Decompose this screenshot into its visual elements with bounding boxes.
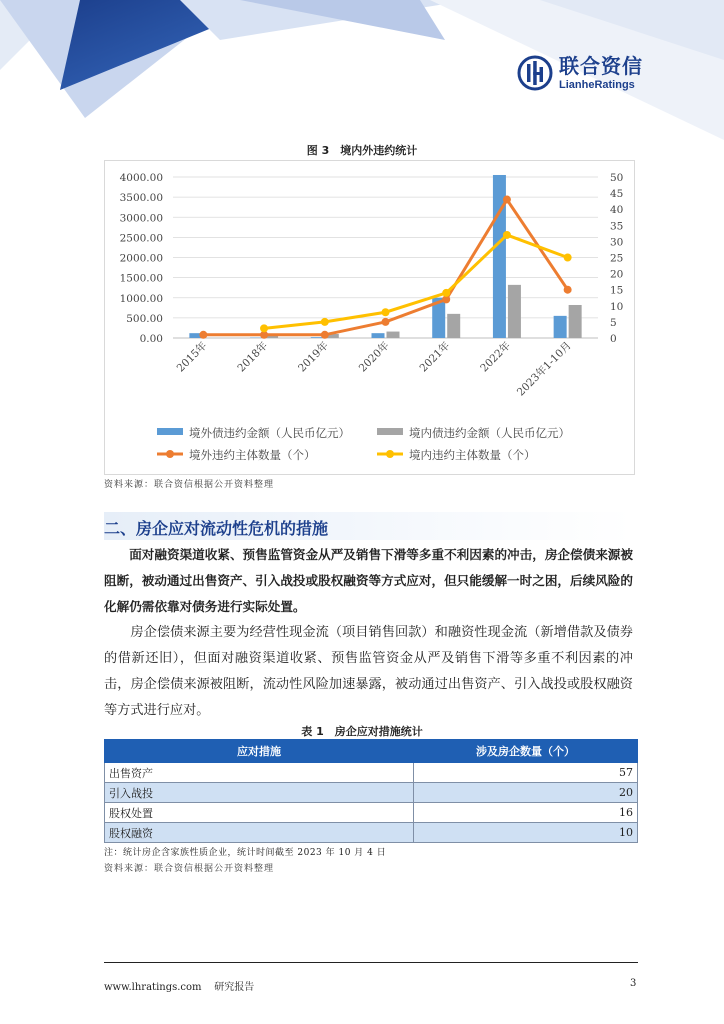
left-tick-label: 4000.00 (119, 172, 163, 184)
series-point (382, 308, 390, 316)
table-row (105, 783, 638, 803)
legend-label: 境外债违约金额（人民币亿元） (189, 426, 350, 440)
left-tick-label: 3500.00 (119, 192, 163, 205)
right-tick-label: 35 (610, 220, 624, 233)
default-chart (105, 161, 634, 474)
header-measure: 应对措施 (105, 740, 414, 763)
series-point (503, 196, 511, 204)
measure-cell: 股权处置 (105, 803, 414, 823)
series-point (321, 318, 329, 326)
footer-website: www.lhratings.com (104, 982, 202, 993)
measure-cell: 出售资产 (105, 763, 414, 783)
legend-label: 境内债违约金额（人民币亿元） (409, 426, 570, 440)
right-tick-label: 30 (610, 236, 624, 249)
x-tick-label: 2021年 (417, 339, 453, 375)
legend-swatch-point (166, 450, 174, 458)
series-line (264, 235, 568, 328)
series-point (503, 231, 511, 239)
header-count: 涉及房企数量（个） (414, 740, 638, 763)
logo-chinese-name: 联合资信 (559, 53, 643, 78)
left-tick-label: 2000.00 (119, 252, 163, 265)
right-tick-label: 0 (610, 333, 617, 345)
bar-mark (372, 333, 385, 338)
series-point (442, 289, 450, 297)
right-tick-label: 10 (610, 300, 624, 313)
series-point (321, 331, 329, 339)
right-tick-label: 45 (610, 188, 624, 201)
figure-source: 资料来源：联合资信根据公开资料整理 (104, 480, 275, 490)
left-tick-label: 500.00 (126, 312, 163, 325)
series-point (199, 331, 207, 339)
table-row (105, 763, 638, 783)
left-tick-label: 0.00 (139, 333, 163, 345)
bar-mark (569, 305, 582, 338)
footer-divider (104, 962, 638, 963)
company-logo (517, 55, 643, 91)
left-tick-label: 3000.00 (119, 212, 163, 225)
right-tick-label: 25 (610, 252, 624, 265)
right-tick-label: 5 (610, 316, 617, 329)
table-note: 注：统计房企含家族性质企业，统计时间截至 2023 年 10 月 4 日 (104, 848, 387, 858)
left-tick-label: 1000.00 (119, 292, 163, 305)
logo-english-name: LianheRatings (559, 78, 635, 91)
x-tick-label: 2019年 (296, 339, 331, 375)
left-tick-label: 2500.00 (119, 232, 163, 245)
series-point (564, 286, 572, 294)
count-cell: 10 (414, 823, 638, 843)
footer-info (104, 978, 254, 993)
measure-cell: 引入战投 (105, 783, 414, 803)
right-tick-label: 15 (610, 284, 624, 297)
legend-label: 境内违约主体数量（个） (409, 448, 536, 462)
right-tick-label: 50 (610, 172, 624, 184)
right-tick-label: 20 (610, 268, 624, 281)
series-point (564, 254, 572, 262)
legend-label: 境外违约主体数量（个） (189, 448, 316, 462)
legend-swatch (157, 428, 183, 435)
left-tick-label: 1500.00 (119, 272, 163, 285)
x-tick-label: 2023年1-10月 (514, 339, 574, 399)
series-point (382, 318, 390, 326)
section-title: 二、房企应对流动性危机的措施 (104, 519, 329, 538)
count-cell: 57 (414, 763, 638, 783)
table-row (105, 823, 638, 843)
table-row (105, 803, 638, 823)
measures-table (104, 739, 638, 843)
x-tick-label: 2020年 (356, 339, 392, 375)
right-tick-label: 40 (610, 204, 624, 217)
x-tick-label: 2022年 (478, 339, 514, 375)
bar-mark (554, 316, 567, 338)
x-tick-label: 2018年 (235, 339, 271, 375)
measure-cell: 股权融资 (105, 823, 414, 843)
table-title: 表 1 房企应对措施统计 (301, 725, 423, 738)
logo-mark-icon (517, 55, 553, 91)
summary-paragraph: 面对融资渠道收紧、预售监管资金从严及销售下滑等多重不利因素的冲击，房企偿债来源被阻断，被动通过出售资产、引入战投或股权融资等方式应对，但只能缓解一时之困，后续风险的化解仍需依靠对债务进行实际处置。 (104, 547, 633, 614)
bar-mark (508, 285, 521, 338)
legend-swatch-point (386, 450, 394, 458)
legend-swatch (377, 428, 403, 435)
bar-mark (447, 314, 460, 338)
x-tick-label: 2015年 (174, 339, 210, 375)
figure-title: 图 3 境内外违约统计 (306, 144, 418, 157)
table-header-row (105, 740, 638, 763)
default-chart-frame (104, 160, 635, 475)
footer-report-type: 研究报告 (214, 982, 255, 993)
count-cell: 16 (414, 803, 638, 823)
count-cell: 20 (414, 783, 638, 803)
page-number: 3 (630, 978, 637, 989)
bar-mark (387, 332, 400, 338)
series-point (260, 324, 268, 332)
table-source: 资料来源：联合资信根据公开资料整理 (104, 864, 275, 874)
body-paragraph: 房企偿债来源主要为经营性现金流（项目销售回款）和融资性现金流（新增借款及债券的借新还旧），但面对融资渠道收紧、预售监管资金从严及销售下滑等多重不利因素的冲击，房企偿债来源被阻断，流动性风险加速暴露，被动通过出售资产、引入战投或股权融资等方式进行应对。 (104, 625, 633, 718)
